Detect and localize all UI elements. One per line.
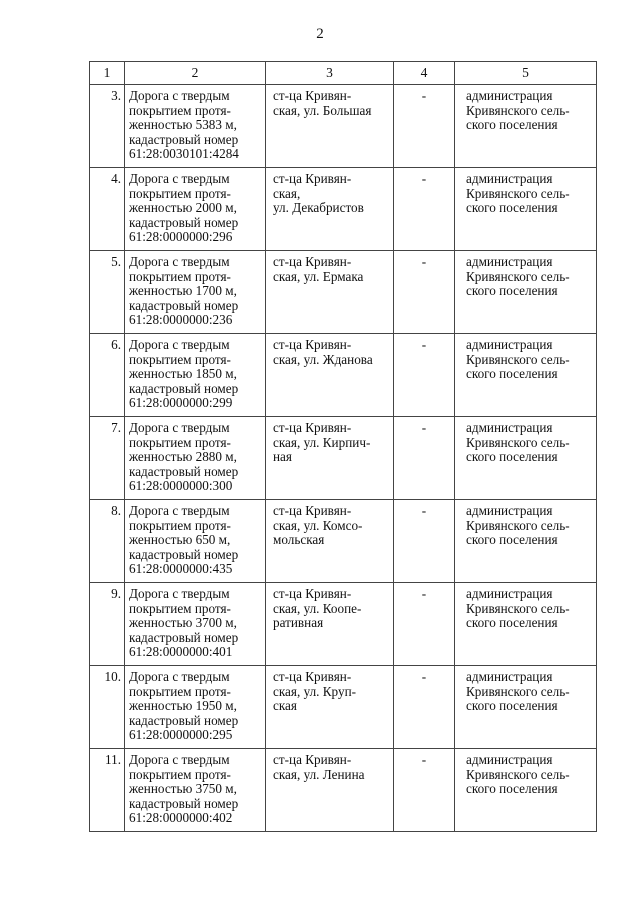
road-address-cell <box>266 251 394 334</box>
road-address-cell <box>266 168 394 251</box>
owner-line: администрация <box>466 420 553 435</box>
owner-line: администрация <box>466 669 553 684</box>
road-description-line: Дорога с твердым <box>129 420 230 435</box>
road-description-line: 61:28:0000000:236 <box>129 312 233 328</box>
road-description-line: 61:28:0000000:299 <box>129 395 233 411</box>
road-address-cell <box>266 85 394 168</box>
row-number-cell: 6. <box>90 334 125 417</box>
road-description-line: покрытием протя- <box>129 434 231 450</box>
owner-line: администрация <box>466 254 553 269</box>
road-address-line: ративная <box>273 615 324 631</box>
road-description-line: покрытием протя- <box>129 683 231 699</box>
table-row <box>90 500 597 583</box>
owner-cell <box>455 749 597 832</box>
road-description-line: Дорога с твердым <box>129 171 230 186</box>
road-description-line: 61:28:0000000:300 <box>129 478 233 494</box>
road-description-line: кадастровый номер <box>129 463 239 479</box>
column-header-2: 2 <box>125 62 266 85</box>
road-description-line: покрытием протя- <box>129 517 231 533</box>
owner-line: ского поселения <box>466 366 558 382</box>
road-description-cell <box>125 334 266 417</box>
road-address-cell <box>266 500 394 583</box>
road-description-cell <box>125 168 266 251</box>
road-description-line: покрытием протя- <box>129 102 231 118</box>
owner-line: ского поселения <box>466 698 558 714</box>
owner-cell <box>455 666 597 749</box>
owner-line: Кривянского сель- <box>466 683 570 699</box>
owner-cell <box>455 583 597 666</box>
column-4-cell: - <box>394 500 455 583</box>
road-description-line: кадастровый номер <box>129 795 239 811</box>
row-number-cell: 11. <box>90 749 125 832</box>
owner-line: ского поселения <box>466 781 558 797</box>
road-address-line: мольская <box>273 532 325 548</box>
road-description-line: Дорога с твердым <box>129 752 230 767</box>
road-description-cell <box>125 583 266 666</box>
owner-line: Кривянского сель- <box>466 766 570 782</box>
road-address-line: ст-ца Кривян- <box>273 669 352 684</box>
table-header-row <box>90 62 597 85</box>
road-address-cell <box>266 417 394 500</box>
road-address-line: ст-ца Кривян- <box>273 337 352 352</box>
road-description-line: женностью 1700 м, <box>129 283 237 299</box>
road-address-cell <box>266 583 394 666</box>
road-address-line: ская, ул. Ленина <box>273 766 365 782</box>
table-row <box>90 583 597 666</box>
road-description-line: кадастровый номер <box>129 380 239 396</box>
owner-line: администрация <box>466 503 553 518</box>
road-description-line: женностью 3700 м, <box>129 615 237 631</box>
road-description-line: 61:28:0000000:402 <box>129 810 233 826</box>
road-address-line: ская, ул. Кирпич- <box>273 434 371 450</box>
road-description-line: кадастровый номер <box>129 629 239 645</box>
road-description-line: кадастровый номер <box>129 297 239 313</box>
owner-cell <box>455 251 597 334</box>
road-description-line: покрытием протя- <box>129 766 231 782</box>
road-description-line: женностью 1950 м, <box>129 698 237 714</box>
road-description-cell <box>125 500 266 583</box>
road-address-line: ст-ца Кривян- <box>273 254 352 269</box>
road-description-cell <box>125 85 266 168</box>
road-address-line: ская, ул. Комсо- <box>273 517 363 533</box>
owner-cell <box>455 334 597 417</box>
owner-cell <box>455 168 597 251</box>
owner-line: Кривянского сель- <box>466 185 570 201</box>
column-header-5: 5 <box>455 62 597 85</box>
table-row <box>90 666 597 749</box>
road-address-cell <box>266 749 394 832</box>
owner-line: Кривянского сель- <box>466 434 570 450</box>
row-number-cell: 8. <box>90 500 125 583</box>
column-4-cell: - <box>394 666 455 749</box>
road-description-line: Дорога с твердым <box>129 88 230 103</box>
road-description-cell <box>125 666 266 749</box>
road-description-cell <box>125 749 266 832</box>
column-4-cell: - <box>394 85 455 168</box>
column-4-cell: - <box>394 334 455 417</box>
roads-table <box>89 61 597 832</box>
owner-cell <box>455 417 597 500</box>
owner-line: ского поселения <box>466 449 558 465</box>
table-row <box>90 85 597 168</box>
owner-line: администрация <box>466 171 553 186</box>
owner-line: ского поселения <box>466 200 558 216</box>
row-number-cell: 4. <box>90 168 125 251</box>
road-address-line: ская, <box>273 185 301 201</box>
column-header-1: 1 <box>90 62 125 85</box>
owner-line: ского поселения <box>466 532 558 548</box>
road-address-line: ст-ца Кривян- <box>273 88 352 103</box>
owner-line: Кривянского сель- <box>466 268 570 284</box>
owner-line: ского поселения <box>466 283 558 299</box>
road-description-line: кадастровый номер <box>129 214 239 230</box>
road-address-line: ст-ца Кривян- <box>273 586 352 601</box>
road-description-line: женностью 2880 м, <box>129 449 237 465</box>
road-address-line: ская, ул. Большая <box>273 102 372 118</box>
road-description-cell <box>125 417 266 500</box>
road-address-line: ская <box>273 698 297 714</box>
road-description-line: покрытием протя- <box>129 600 231 616</box>
row-number-cell: 7. <box>90 417 125 500</box>
road-description-line: кадастровый номер <box>129 546 239 562</box>
owner-line: ского поселения <box>466 615 558 631</box>
road-address-line: ская, ул. Круп- <box>273 683 357 699</box>
column-4-cell: - <box>394 749 455 832</box>
road-description-line: 61:28:0000000:401 <box>129 644 233 660</box>
owner-line: администрация <box>466 752 553 767</box>
road-address-line: ная <box>273 449 292 465</box>
owner-line: администрация <box>466 88 553 103</box>
row-number-cell: 10. <box>90 666 125 749</box>
road-address-line: ская, ул. Ермака <box>273 268 364 284</box>
owner-line: Кривянского сель- <box>466 351 570 367</box>
road-address-line: ст-ца Кривян- <box>273 171 352 186</box>
table-row <box>90 417 597 500</box>
road-description-line: 61:28:0000000:296 <box>129 229 233 245</box>
road-description-cell <box>125 251 266 334</box>
road-description-line: покрытием протя- <box>129 268 231 284</box>
road-address-line: ул. Декабристов <box>273 200 364 216</box>
road-description-line: женностью 2000 м, <box>129 200 237 216</box>
road-description-line: женностью 1850 м, <box>129 366 237 382</box>
road-description-line: 61:28:0030101:4284 <box>129 146 239 162</box>
owner-line: администрация <box>466 586 553 601</box>
table-row <box>90 334 597 417</box>
road-address-cell <box>266 334 394 417</box>
road-address-line: ст-ца Кривян- <box>273 420 352 435</box>
table-row <box>90 749 597 832</box>
table-row <box>90 251 597 334</box>
road-address-line: ст-ца Кривян- <box>273 752 352 767</box>
road-address-line: ская, ул. Жданова <box>273 351 373 367</box>
road-description-line: Дорога с твердым <box>129 669 230 684</box>
road-description-line: женностью 5383 м, <box>129 117 237 133</box>
road-description-line: 61:28:0000000:295 <box>129 727 233 743</box>
owner-line: ского поселения <box>466 117 558 133</box>
column-header-4: 4 <box>394 62 455 85</box>
column-4-cell: - <box>394 251 455 334</box>
column-4-cell: - <box>394 417 455 500</box>
road-description-line: покрытием протя- <box>129 351 231 367</box>
road-description-line: Дорога с твердым <box>129 586 230 601</box>
row-number-cell: 9. <box>90 583 125 666</box>
column-4-cell: - <box>394 168 455 251</box>
row-number-cell: 3. <box>90 85 125 168</box>
owner-cell <box>455 85 597 168</box>
road-address-line: ст-ца Кривян- <box>273 503 352 518</box>
road-description-line: Дорога с твердым <box>129 254 230 269</box>
column-header-3: 3 <box>266 62 394 85</box>
table-body <box>90 85 597 832</box>
owner-line: администрация <box>466 337 553 352</box>
road-address-line: ская, ул. Коопе- <box>273 600 362 616</box>
road-description-line: женностью 650 м, <box>129 532 231 548</box>
column-4-cell: - <box>394 583 455 666</box>
row-number-cell: 5. <box>90 251 125 334</box>
road-description-line: Дорога с твердым <box>129 503 230 518</box>
owner-cell <box>455 500 597 583</box>
road-address-cell <box>266 666 394 749</box>
owner-line: Кривянского сель- <box>466 600 570 616</box>
road-description-line: Дорога с твердым <box>129 337 230 352</box>
table-row <box>90 168 597 251</box>
page-number: 2 <box>316 26 324 42</box>
road-description-line: кадастровый номер <box>129 131 239 147</box>
owner-line: Кривянского сель- <box>466 102 570 118</box>
road-description-line: покрытием протя- <box>129 185 231 201</box>
owner-line: Кривянского сель- <box>466 517 570 533</box>
road-description-line: женностью 3750 м, <box>129 781 237 797</box>
road-description-line: 61:28:0000000:435 <box>129 561 233 577</box>
road-description-line: кадастровый номер <box>129 712 239 728</box>
